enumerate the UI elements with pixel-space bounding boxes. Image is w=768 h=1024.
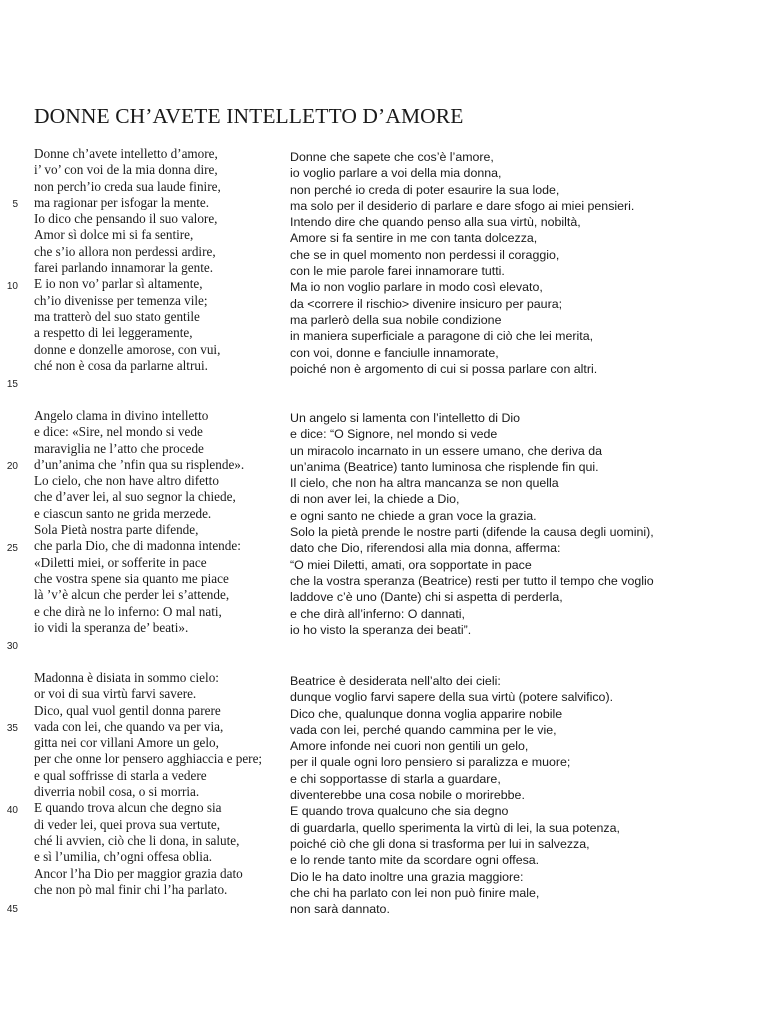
verse-line: farei parlando innamorar la gente. (34, 260, 214, 276)
translation-line: che chi ha parlato con lei non può finire male, (290, 885, 540, 900)
verse-line: E quando trova alcun che degno sia (34, 800, 222, 816)
verse-line: «Diletti miei, or sofferite in pace (34, 554, 207, 570)
verse-line: là ’v’è alcun che perder lei s’attende, (34, 587, 230, 603)
line-number: 5 (12, 199, 18, 210)
verse-line: ché li avvien, ciò che li dona, in salute, (34, 832, 240, 848)
translation-line: non perché io creda di poter esaurire la sua lode, (290, 182, 560, 197)
translation-line: e lo rende tanto mite da scordare ogni offesa. (290, 853, 540, 868)
stanza-1-original (34, 146, 221, 374)
verse-line: Donne ch’avete intelletto d’amore, (34, 146, 218, 161)
translation-line: per il quale ogni loro pensiero si paralizza e muore; (290, 755, 571, 770)
verse-line: io vidi la speranza de’ beati». (34, 619, 189, 635)
line-number: 30 (6, 641, 18, 652)
translation-line: non sarà dannato. (290, 902, 390, 917)
translation-line: di non aver lei, la chiede a Dio, (290, 492, 460, 507)
verse-line: or voi di sua virtù farvi savere. (34, 686, 197, 702)
translation-line: Donne che sapete che cos’è l’amore, (290, 150, 494, 164)
translation-line: Dico che, qualunque donna voglia apparire nobile (290, 706, 563, 721)
translation-line: io voglio parlare a voi della mia donna, (290, 166, 502, 181)
translation-line: Beatrice è desiderata nell’alto dei cieli: (290, 674, 501, 688)
verse-line: che s’io allora non perdessi ardire, (34, 243, 216, 259)
line-number: 20 (6, 461, 18, 472)
translation-line: da <correre il rischio> divenire insicuro per paura; (290, 296, 563, 311)
verse-line: che parla Dio, che di madonna intende: (34, 538, 241, 554)
translation-line: ma parlerò della sua nobile condizione (290, 312, 502, 327)
translation-line: poiché ciò che gli dona si trasforma per lui in salvezza, (290, 836, 590, 851)
translation-line: di guardarla, quello sperimenta la virtù di lei, la sua potenza, (290, 820, 620, 835)
verse-line: non perch’io creda sua laude finire, (34, 178, 221, 194)
translation-line: Il cielo, che non ha altra mancanza se non quella (290, 476, 559, 491)
verse-line: che non pò mal finir chi l’ha parlato. (34, 881, 228, 897)
verse-line: Angelo clama in divino intelletto (34, 408, 209, 423)
translation-line: e ogni santo ne chiede a gran voce la grazia. (290, 508, 537, 523)
verse-line: Dico, qual vuol gentil donna parere (34, 702, 221, 718)
verse-line: donne e donzelle amorose, con vui, (34, 341, 221, 357)
verse-line: di veder lei, quei prova sua vertute, (34, 816, 221, 832)
verse-line: i’ vo’ con voi de la mia donna dire, (34, 162, 218, 178)
verse-line: d’un’anima che ’nfin qua su risplende». (34, 456, 245, 472)
verse-line: Ancor l’ha Dio per maggior grazia dato (34, 865, 243, 881)
translation-line: Amore si fa sentire in me con tanta dolcezza, (290, 231, 538, 246)
verse-line: che vostra spene sia quanto me piace (34, 570, 229, 586)
verse-line: gitta nei cor villani Amore un gelo, (34, 735, 219, 751)
translation-line: un miracolo incarnato in un essere umano, che deriva da (290, 443, 603, 458)
translation-line: diventerebbe una cosa nobile o morirebbe. (290, 788, 525, 803)
verse-line: Sola Pietà nostra parte difende, (34, 522, 199, 538)
verse-line: Io dico che pensando il suo valore, (34, 211, 218, 227)
line-number: 40 (6, 805, 18, 816)
translation-line: e che dirà all’inferno: O dannati, (290, 606, 465, 621)
translation-line: io ho visto la speranza dei beati”. (290, 622, 472, 637)
translation-line: Solo la pietà prende le nostre parti (difende la causa degli uomini), (290, 525, 654, 540)
verse-line: e qual soffrisse di starla a vedere (34, 767, 207, 783)
translation-line: dato che Dio, riferendosi alla mia donna, afferma: (290, 541, 561, 556)
translation-line: laddove c’è uno (Dante) chi si aspetta di perderla, (290, 590, 563, 605)
translation-line: Ma io non voglio parlare in modo così elevato, (290, 280, 543, 295)
stanza-3-translation (290, 673, 620, 917)
verse-line: Lo cielo, che non have altro difetto (34, 473, 219, 489)
translation-line: ma solo per il desiderio di parlare e dare sfogo ai miei pensieri. (290, 198, 635, 213)
verse-line: maraviglia ne l’atto che procede (34, 440, 204, 456)
verse-line: ché non è cosa da parlarne altrui. (34, 357, 208, 373)
verse-line: ma ragionar per isfogar la mente. (34, 194, 210, 210)
line-number: 35 (6, 723, 18, 734)
translation-line: E quando trova qualcuno che sia degno (290, 804, 509, 819)
verse-line: e dice: «Sire, nel mondo si vede (34, 424, 203, 440)
stanza-2-original (34, 408, 244, 636)
translation-line: “O miei Diletti, amati, ora sopportate in pace (290, 557, 532, 572)
translation-line: Dio le ha dato inoltre una grazia maggiore: (290, 869, 524, 884)
translation-line: Un angelo si lamenta con l’intelletto di Dio (290, 411, 521, 425)
line-number: 45 (6, 904, 18, 915)
verse-line: diverria nobil cosa, o si morria. (34, 784, 200, 800)
line-number: 15 (6, 379, 18, 390)
stanza-1-translation (290, 149, 634, 377)
translation-line: e dice: “O Signore, nel mondo si vede (290, 427, 498, 442)
translation-line: in maniera superficiale a paragone di ciò che lei merita, (290, 329, 594, 344)
verse-line: E io non vo’ parlar sì altamente, (34, 276, 203, 292)
stanza-2-translation (290, 410, 654, 638)
translation-line: e chi sopportasse di starla a guardare, (290, 771, 501, 786)
line-number: 10 (6, 281, 18, 292)
verse-line: ch’io divenisse per temenza vile; (34, 292, 208, 308)
verse-line: Madonna è disiata in sommo cielo: (34, 670, 219, 685)
stanza-3-original (34, 670, 262, 898)
verse-line: a respetto di lei leggeramente, (34, 325, 193, 341)
poem-title: DONNE CH’AVETE INTELLETTO D’AMORE (34, 104, 464, 128)
verse-line: ma tratterò del suo stato gentile (34, 308, 200, 324)
translation-line: Amore infonde nei cuori non gentili un gelo, (290, 739, 529, 754)
verse-line: e che dirà ne lo inferno: O mal nati, (34, 603, 222, 619)
translation-line: con voi, donne e fanciulle innamorate, (290, 345, 499, 360)
translation-line: Intendo dire che quando penso alla sua virtù, nobiltà, (290, 215, 581, 230)
translation-line: dunque voglio farvi sapere della sua virtù (potere salvifico). (290, 690, 614, 705)
translation-line: che se in quel momento non perdessi il coraggio, (290, 247, 560, 262)
translation-line: poiché non è argomento di cui si possa parlare con altri. (290, 361, 598, 376)
verse-line: vada con lei, che quando va per via, (34, 718, 224, 734)
verse-line: che d’aver lei, al suo segnor la chiede, (34, 489, 236, 505)
verse-line: Amor sì dolce mi si fa sentire, (34, 227, 194, 243)
line-number: 25 (6, 543, 18, 554)
translation-line: che la vostra speranza (Beatrice) resti per tutto il tempo che voglio (290, 573, 654, 588)
verse-line: e sì l’umilia, ch’ogni offesa oblia. (34, 849, 213, 865)
translation-line: con le mie parole farei innamorare tutti. (290, 264, 505, 279)
verse-line: per che onne lor pensero agghiaccia e pere; (34, 751, 263, 767)
verse-line: e ciascun santo ne grida merzede. (34, 505, 212, 521)
translation-line: vada con lei, perché quando cammina per le vie, (290, 722, 557, 737)
translation-line: un’anima (Beatrice) tanto luminosa che risplende fin qui. (290, 459, 599, 474)
